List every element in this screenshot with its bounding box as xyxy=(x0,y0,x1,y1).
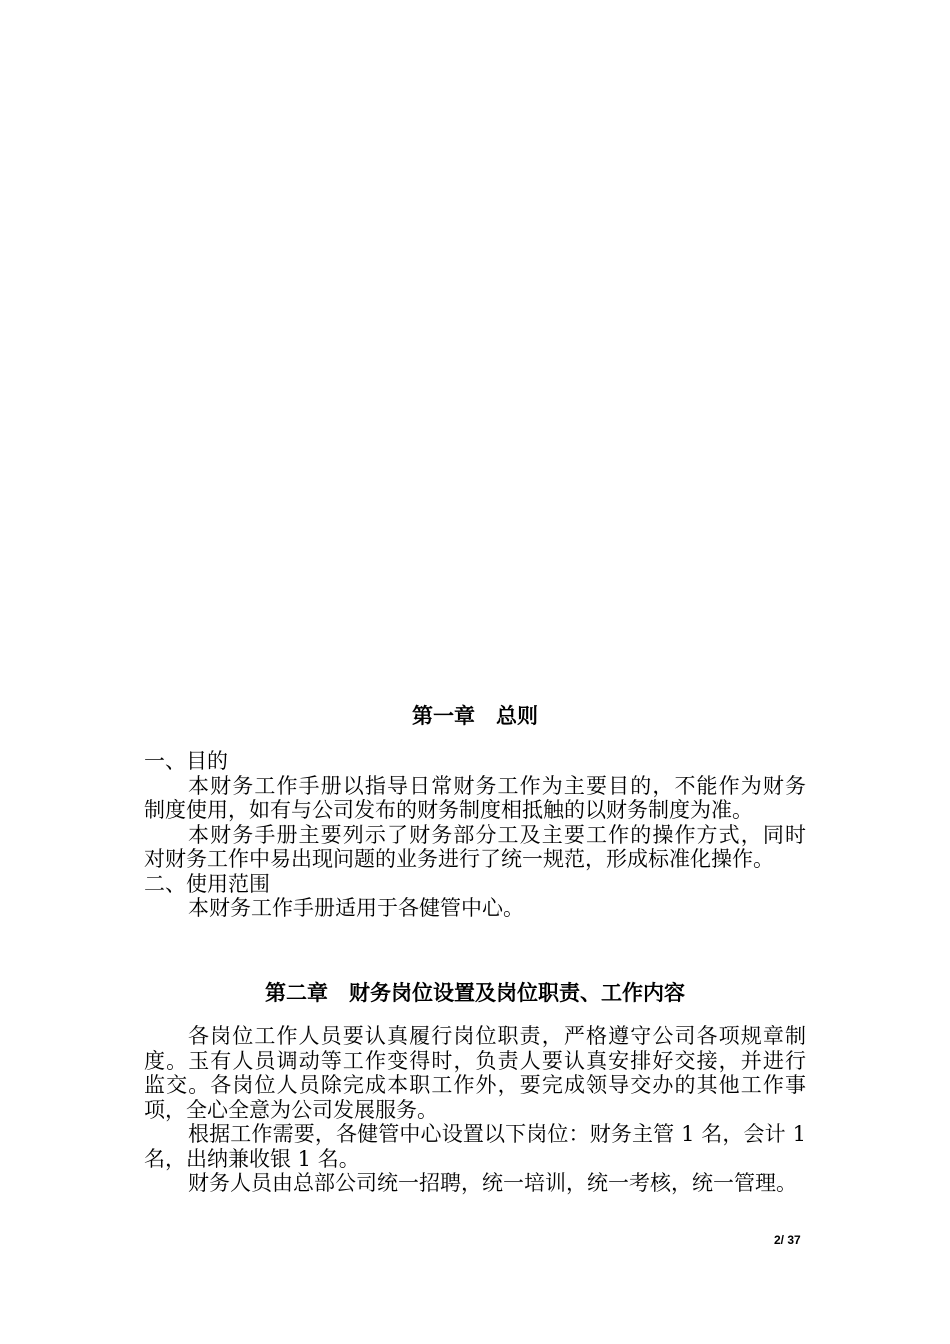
chapter-2-para-1-line-4: 项，全心全意为公司发展服务。 xyxy=(144,1097,438,1122)
section-1-para-1-line-2: 制度使用，如有与公司发布的财务制度相抵触的以财务制度为准。 xyxy=(144,798,753,822)
section-1-heading: 一、目的 xyxy=(144,749,228,773)
chapter-2-body xyxy=(144,1024,806,1196)
section-1-para-1-line-1: 本财务工作手册以指导日常财务工作为主要目的，不能作为财务 xyxy=(188,773,806,798)
section-1-para-2-line-1: 本财务手册主要列示了财务部分工及主要工作的操作方式，同时 xyxy=(188,822,806,847)
chapter-2-para-3-line-1: 财务人员由总部公司统一招聘，统一培训，统一考核，统一管理。 xyxy=(188,1171,797,1195)
section-1-para-2-line-2: 对财务工作中易出现问题的业务进行了统一规范，形成标准化操作。 xyxy=(144,847,774,871)
chapter-1-title: 第一章 总则 xyxy=(412,704,538,728)
chapter-2-title: 第二章 财务岗位设置及岗位职责、工作内容 xyxy=(265,981,685,1005)
chapter-2-para-1-line-1: 各岗位工作人员要认真履行岗位职责，严格遵守公司各项规章制 xyxy=(188,1024,806,1048)
section-2-heading: 二、使用范围 xyxy=(144,871,270,896)
chapter-2-para-2-line-1: 根据工作需要，各健管中心设置以下岗位：财务主管 1 名，会计 1 xyxy=(188,1122,806,1146)
page-number: 2/ 37 xyxy=(774,1233,801,1247)
chapter-2-para-1-line-3: 监交。各岗位人员除完成本职工作外，要完成领导交办的其他工作事 xyxy=(144,1073,806,1097)
section-2-para-1: 本财务工作手册适用于各健管中心。 xyxy=(188,896,524,920)
chapter-1-body xyxy=(144,749,806,921)
chapter-2-para-2-line-2: 名，出纳兼收银 1 名。 xyxy=(144,1146,360,1171)
chapter-2-para-1-line-2: 度。玉有人员调动等工作变得时，负责人要认真安排好交接，并进行 xyxy=(144,1048,806,1073)
